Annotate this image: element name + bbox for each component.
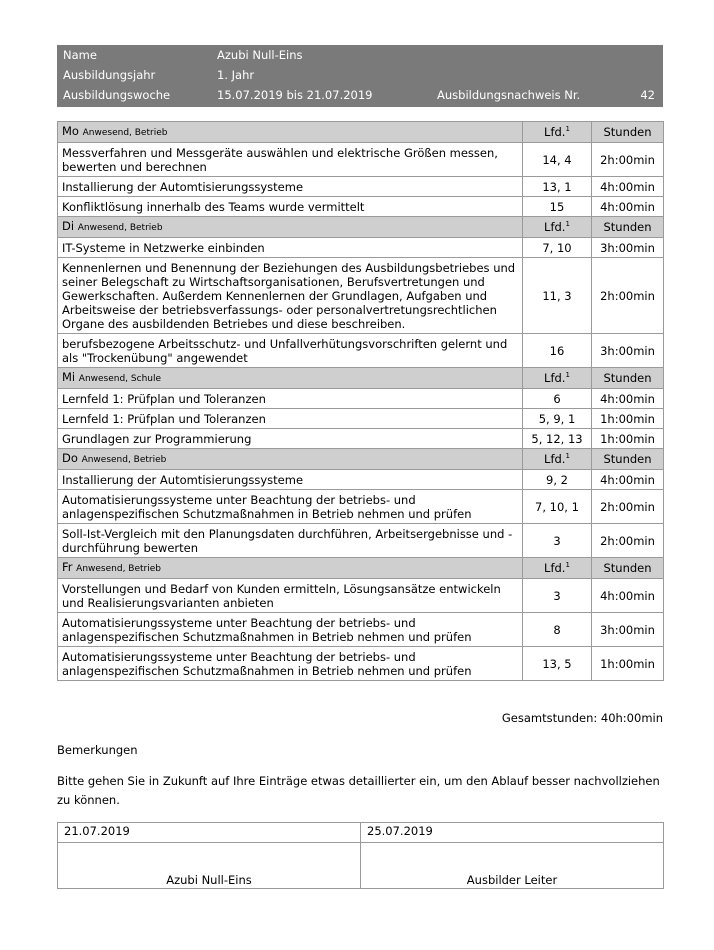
activity-hours: 2h:00min (592, 258, 664, 334)
lfd-label: Lfd. (544, 220, 566, 234)
day-name: Di (62, 219, 75, 233)
year-label: Ausbildungsjahr (63, 68, 156, 82)
activity-description: Installierung der Automtisierungssysteme (58, 470, 523, 490)
footnote-marker: 1 (565, 125, 570, 134)
activity-row (58, 334, 664, 368)
day-status: Anwesend, Betrieb (81, 455, 167, 465)
day-name: Mo (62, 124, 79, 138)
lfd-label: Lfd. (544, 452, 566, 466)
activity-row (58, 177, 664, 197)
activity-hours: 4h:00min (592, 197, 664, 217)
lfd-label: Lfd. (544, 125, 566, 139)
year-value: 1. Jahr (217, 68, 255, 82)
activity-row (58, 613, 664, 647)
week-value: 15.07.2019 bis 21.07.2019 (217, 88, 373, 102)
footnote-marker: 1 (565, 220, 570, 229)
activity-description: Konfliktlösung innerhalb des Teams wurde vermittelt (58, 197, 523, 217)
lfd-column-header (523, 368, 592, 389)
day-status: Anwesend, Betrieb (77, 223, 163, 233)
activity-hours: 1h:00min (592, 409, 664, 429)
activity-lfd: 5, 12, 13 (523, 429, 592, 449)
activity-lfd: 3 (523, 524, 592, 558)
activity-row (58, 409, 664, 429)
day-header-cell (58, 368, 523, 389)
day-header-cell (58, 217, 523, 238)
activity-row (58, 490, 664, 524)
activity-lfd: 13, 1 (523, 177, 592, 197)
activity-hours: 4h:00min (592, 389, 664, 409)
footnote-marker: 1 (565, 371, 570, 380)
activity-hours: 1h:00min (592, 647, 664, 681)
day-header-row (58, 368, 664, 389)
activity-row (58, 238, 664, 258)
activity-row (58, 579, 664, 613)
day-header-row (58, 217, 664, 238)
activity-lfd: 14, 4 (523, 143, 592, 177)
trainer-signature-date: 25.07.2019 (361, 823, 664, 843)
activity-lfd: 5, 9, 1 (523, 409, 592, 429)
hours-column-header: Stunden (592, 449, 664, 470)
day-status: Anwesend, Betrieb (82, 128, 168, 138)
activity-hours: 2h:00min (592, 490, 664, 524)
trainer-signature-name: Ausbilder Leiter (361, 843, 664, 889)
activity-description: Automatisierungssysteme unter Beachtung der betriebs- und anlagenspezifischen Schutzmaßnahmen in Betrieb nehmen und prüfen (58, 647, 523, 681)
activity-description: Messverfahren und Messgeräte auswählen und elektrische Größen messen, bewerten und berechnen (58, 143, 523, 177)
activity-description: Automatisierungssysteme unter Beachtung der betriebs- und anlagenspezifischen Schutzmaßnahmen in Betrieb nehmen und prüfen (58, 613, 523, 647)
lfd-label: Lfd. (544, 561, 566, 575)
day-name: Fr (62, 560, 73, 574)
lfd-column-header (523, 217, 592, 238)
activity-lfd: 13, 5 (523, 647, 592, 681)
day-header-row (58, 449, 664, 470)
activity-description: Soll-Ist-Vergleich mit den Planungsdaten durchführen, Arbeitsergebnisse und -durchführung bewerten (58, 524, 523, 558)
hours-column-header: Stunden (592, 368, 664, 389)
signature-table (57, 822, 664, 889)
footnote-marker: 1 (565, 452, 570, 461)
day-status: Anwesend, Betrieb (76, 564, 161, 574)
activity-hours: 1h:00min (592, 429, 664, 449)
activity-hours: 4h:00min (592, 579, 664, 613)
report-number-label: Ausbildungsnachweis Nr. (437, 88, 581, 102)
activity-lfd: 6 (523, 389, 592, 409)
activity-row (58, 429, 664, 449)
remarks-text: Bitte gehen Sie in Zukunft auf Ihre Einträge etwas detaillierter ein, um den Ablauf besser nachvollziehen zu können. (57, 774, 660, 807)
activity-description: Vorstellungen und Bedarf von Kunden ermitteln, Lösungsansätze entwickeln und Realisierungsvarianten anbieten (58, 579, 523, 613)
activity-description: Grundlagen zur Programmierung (58, 429, 523, 449)
day-header-row (58, 558, 664, 579)
activity-table (57, 121, 664, 681)
activity-lfd: 9, 2 (523, 470, 592, 490)
day-header-cell (58, 122, 523, 143)
trainee-signature-name: Azubi Null-Eins (58, 843, 361, 889)
trainee-signature-date: 21.07.2019 (58, 823, 361, 843)
name-label: Name (63, 48, 97, 62)
activity-row (58, 647, 664, 681)
day-name: Do (62, 451, 78, 465)
activity-lfd: 7, 10 (523, 238, 592, 258)
activity-lfd: 3 (523, 579, 592, 613)
activity-description: Kennenlernen und Benennung der Beziehungen des Ausbildungsbetriebes und seiner Belegschaft zu Wirtschaftsorganisationen, Berufsvertretungen und Gewerkschaften. Außerdem Kennenlernen der Grundlagen, Aufgaben und Arbeitsweise der betriebsverfassungs- oder personalvertretungsrechtlichen Organe des ausbildenden Betriebes und diese beschreiben. (58, 258, 523, 334)
activity-hours: 3h:00min (592, 613, 664, 647)
activity-lfd: 16 (523, 334, 592, 368)
activity-hours: 4h:00min (592, 470, 664, 490)
activity-lfd: 7, 10, 1 (523, 490, 592, 524)
day-header-cell (58, 449, 523, 470)
report-number-value: 42 (640, 88, 655, 102)
activity-row (58, 524, 664, 558)
activity-description: Automatisierungssysteme unter Beachtung der betriebs- und anlagenspezifischen Schutzmaßnahmen in Betrieb nehmen und prüfen (58, 490, 523, 524)
total-hours: Gesamtstunden: 40h:00min (501, 711, 663, 725)
activity-lfd: 8 (523, 613, 592, 647)
activity-description: Lernfeld 1: Prüfplan und Toleranzen (58, 409, 523, 429)
activity-hours: 3h:00min (592, 238, 664, 258)
footnote-marker: 1 (565, 561, 570, 570)
activity-row (58, 197, 664, 217)
activity-lfd: 15 (523, 197, 592, 217)
activity-description: Installierung der Automtisierungssysteme (58, 177, 523, 197)
report-header (57, 45, 663, 107)
day-header-row (58, 122, 664, 143)
activity-row (58, 470, 664, 490)
week-label: Ausbildungswoche (63, 88, 171, 102)
activity-lfd: 11, 3 (523, 258, 592, 334)
activity-hours: 2h:00min (592, 143, 664, 177)
day-header-cell (58, 558, 523, 579)
lfd-column-header (523, 449, 592, 470)
day-name: Mi (62, 370, 76, 384)
activity-row (58, 143, 664, 177)
activity-description: IT-Systeme in Netzwerke einbinden (58, 238, 523, 258)
activity-hours: 4h:00min (592, 177, 664, 197)
activity-hours: 2h:00min (592, 524, 664, 558)
lfd-label: Lfd. (544, 371, 566, 385)
activity-hours: 3h:00min (592, 334, 664, 368)
name-value: Azubi Null-Eins (217, 48, 303, 62)
day-status: Anwesend, Schule (78, 374, 162, 384)
lfd-column-header (523, 558, 592, 579)
activity-description: berufsbezogene Arbeitsschutz- und Unfallverhütungsvorschriften gelernt und als "Trockenübung" angewendet (58, 334, 523, 368)
hours-column-header: Stunden (592, 558, 664, 579)
hours-column-header: Stunden (592, 122, 664, 143)
activity-description: Lernfeld 1: Prüfplan und Toleranzen (58, 389, 523, 409)
hours-column-header: Stunden (592, 217, 664, 238)
lfd-column-header (523, 122, 592, 143)
activity-row (58, 389, 664, 409)
activity-row (58, 258, 664, 334)
remarks-title: Bemerkungen (57, 743, 138, 757)
